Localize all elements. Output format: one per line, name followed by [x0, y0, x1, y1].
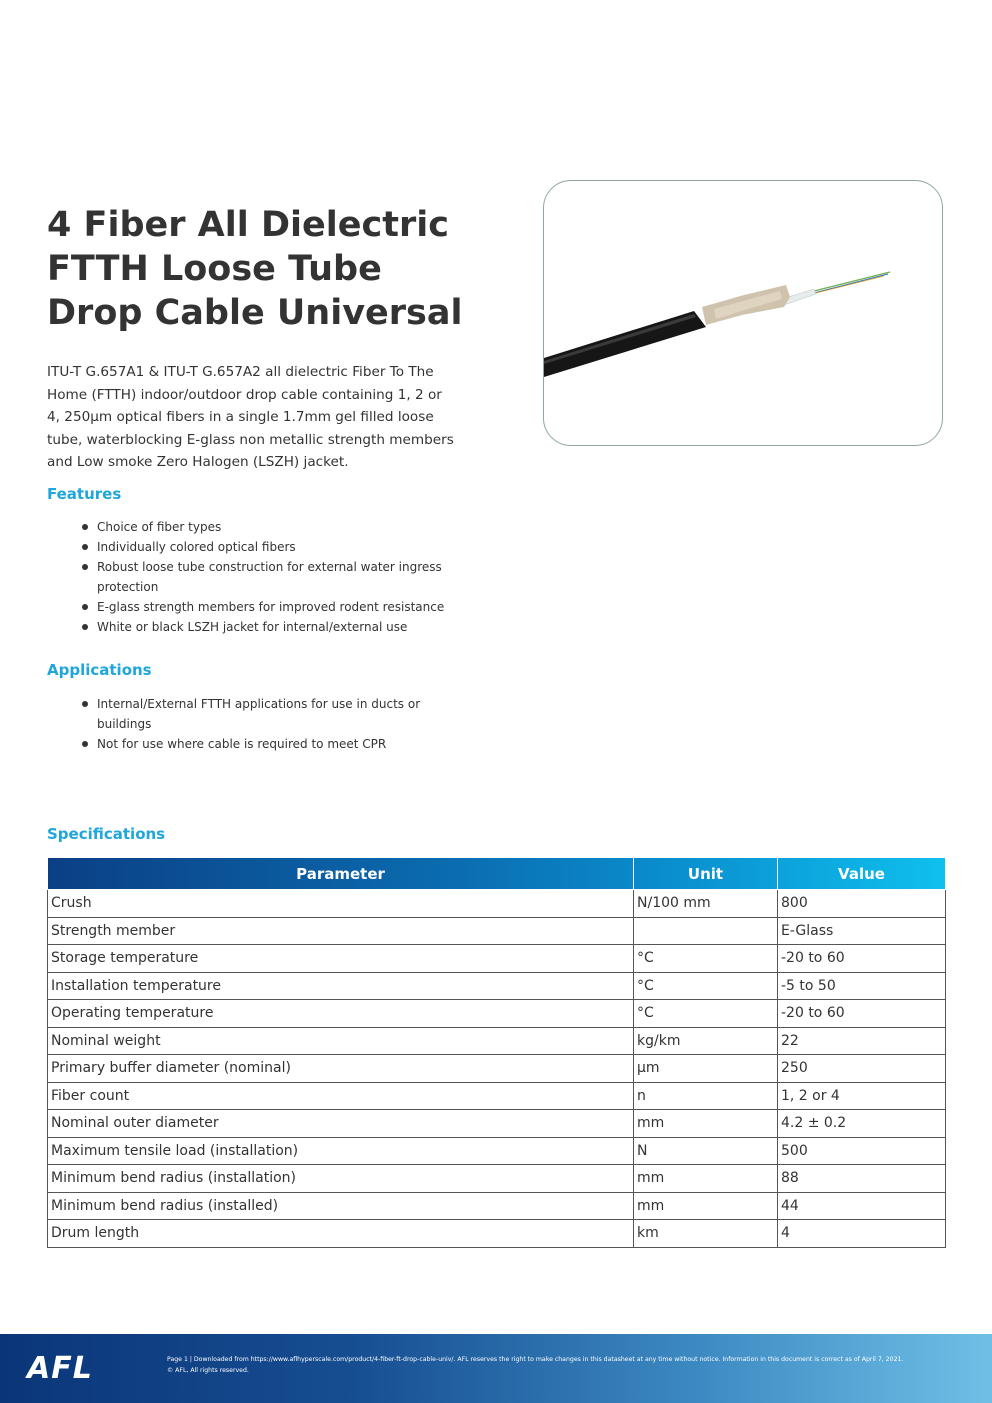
cell-unit: mm [634, 1165, 778, 1193]
table-row [48, 890, 946, 918]
afl-logo-icon [27, 1352, 127, 1386]
cell-value: 4.2 ± 0.2 [778, 1110, 946, 1138]
table-row [48, 1082, 946, 1110]
cell-unit: N [634, 1137, 778, 1165]
cell-value: -20 to 60 [778, 945, 946, 973]
list-item: Individually colored optical fibers [97, 537, 457, 557]
table-header-row [48, 858, 946, 890]
cell-unit: km [634, 1220, 778, 1248]
applications-list [97, 694, 457, 754]
table-row [48, 972, 946, 1000]
table-row [48, 1027, 946, 1055]
cell-parameter: Primary buffer diameter (nominal) [48, 1055, 634, 1083]
cell-value: -20 to 60 [778, 1000, 946, 1028]
page-footer [0, 1334, 992, 1403]
list-item: White or black LSZH jacket for internal/external use [97, 617, 457, 637]
table-row [48, 1110, 946, 1138]
column-header-value: Value [778, 858, 946, 890]
cell-parameter: Maximum tensile load (installation) [48, 1137, 634, 1165]
cell-unit: kg/km [634, 1027, 778, 1055]
features-heading: Features [47, 485, 122, 503]
cell-parameter: Nominal weight [48, 1027, 634, 1055]
afl-logo-text: AFL [27, 1351, 93, 1386]
cell-unit: °C [634, 972, 778, 1000]
list-item: Robust loose tube construction for external water ingress protection [97, 557, 457, 597]
table-row [48, 1220, 946, 1248]
specifications-heading: Specifications [47, 825, 166, 843]
cell-unit: mm [634, 1192, 778, 1220]
table-row [48, 1055, 946, 1083]
cell-parameter: Storage temperature [48, 945, 634, 973]
column-header-unit: Unit [634, 858, 778, 890]
cell-unit: mm [634, 1110, 778, 1138]
cell-parameter: Crush [48, 890, 634, 918]
table-row [48, 945, 946, 973]
cell-value: E-Glass [778, 917, 946, 945]
features-list [97, 517, 457, 637]
cell-unit: N/100 mm [634, 890, 778, 918]
column-header-parameter: Parameter [48, 858, 634, 890]
table-row [48, 1000, 946, 1028]
cell-parameter: Minimum bend radius (installation) [48, 1165, 634, 1193]
product-image-frame [543, 180, 943, 446]
list-item: Choice of fiber types [97, 517, 457, 537]
cell-unit: µm [634, 1055, 778, 1083]
list-item: Internal/External FTTH applications for use in ducts or buildings [97, 694, 457, 734]
footer-line-1: Page 1 | Downloaded from https://www.aflhyperscale.com/product/4-fiber-ft-drop-cable-univ/. AFL reserves the right to make changes in this datasheet at any time without notice. Information in this document is correct as of April 7, 2021. [167, 1356, 904, 1363]
cell-unit [634, 917, 778, 945]
specifications-table [47, 857, 946, 1248]
footer-notice [167, 1354, 977, 1376]
product-description: ITU-T G.657A1 & ITU-T G.657A2 all dielectric Fiber To The Home (FTTH) indoor/outdoor drop cable containing 1, 2 or 4, 250µm optical fibers in a single 1.7mm gel filled loose tube, waterblocking E-glass non metallic strength members and Low smoke Zero Halogen (LSZH) jacket. [47, 364, 454, 470]
cell-value: 250 [778, 1055, 946, 1083]
cell-unit: °C [634, 1000, 778, 1028]
cell-parameter: Minimum bend radius (installed) [48, 1192, 634, 1220]
specifications-table-body [48, 890, 946, 1248]
cell-value: 4 [778, 1220, 946, 1248]
cell-parameter: Operating temperature [48, 1000, 634, 1028]
table-row [48, 1137, 946, 1165]
page-title: 4 Fiber All Dielectric FTTH Loose Tube Drop Cable Universal [47, 205, 463, 333]
cell-value: 88 [778, 1165, 946, 1193]
cell-parameter: Fiber count [48, 1082, 634, 1110]
cable-product-image [544, 181, 943, 446]
table-row [48, 917, 946, 945]
list-item: Not for use where cable is required to meet CPR [97, 734, 457, 754]
applications-heading: Applications [47, 661, 152, 679]
cell-value: -5 to 50 [778, 972, 946, 1000]
table-row [48, 1165, 946, 1193]
cell-unit: °C [634, 945, 778, 973]
cell-value: 800 [778, 890, 946, 918]
cell-parameter: Drum length [48, 1220, 634, 1248]
table-row [48, 1192, 946, 1220]
cell-value: 44 [778, 1192, 946, 1220]
cell-value: 500 [778, 1137, 946, 1165]
cell-parameter: Nominal outer diameter [48, 1110, 634, 1138]
list-item: E-glass strength members for improved rodent resistance [97, 597, 457, 617]
cell-value: 22 [778, 1027, 946, 1055]
cell-value: 1, 2 or 4 [778, 1082, 946, 1110]
footer-line-2: © AFL, All rights reserved. [167, 1367, 249, 1374]
cell-unit: n [634, 1082, 778, 1110]
cell-parameter: Installation temperature [48, 972, 634, 1000]
cell-parameter: Strength member [48, 917, 634, 945]
